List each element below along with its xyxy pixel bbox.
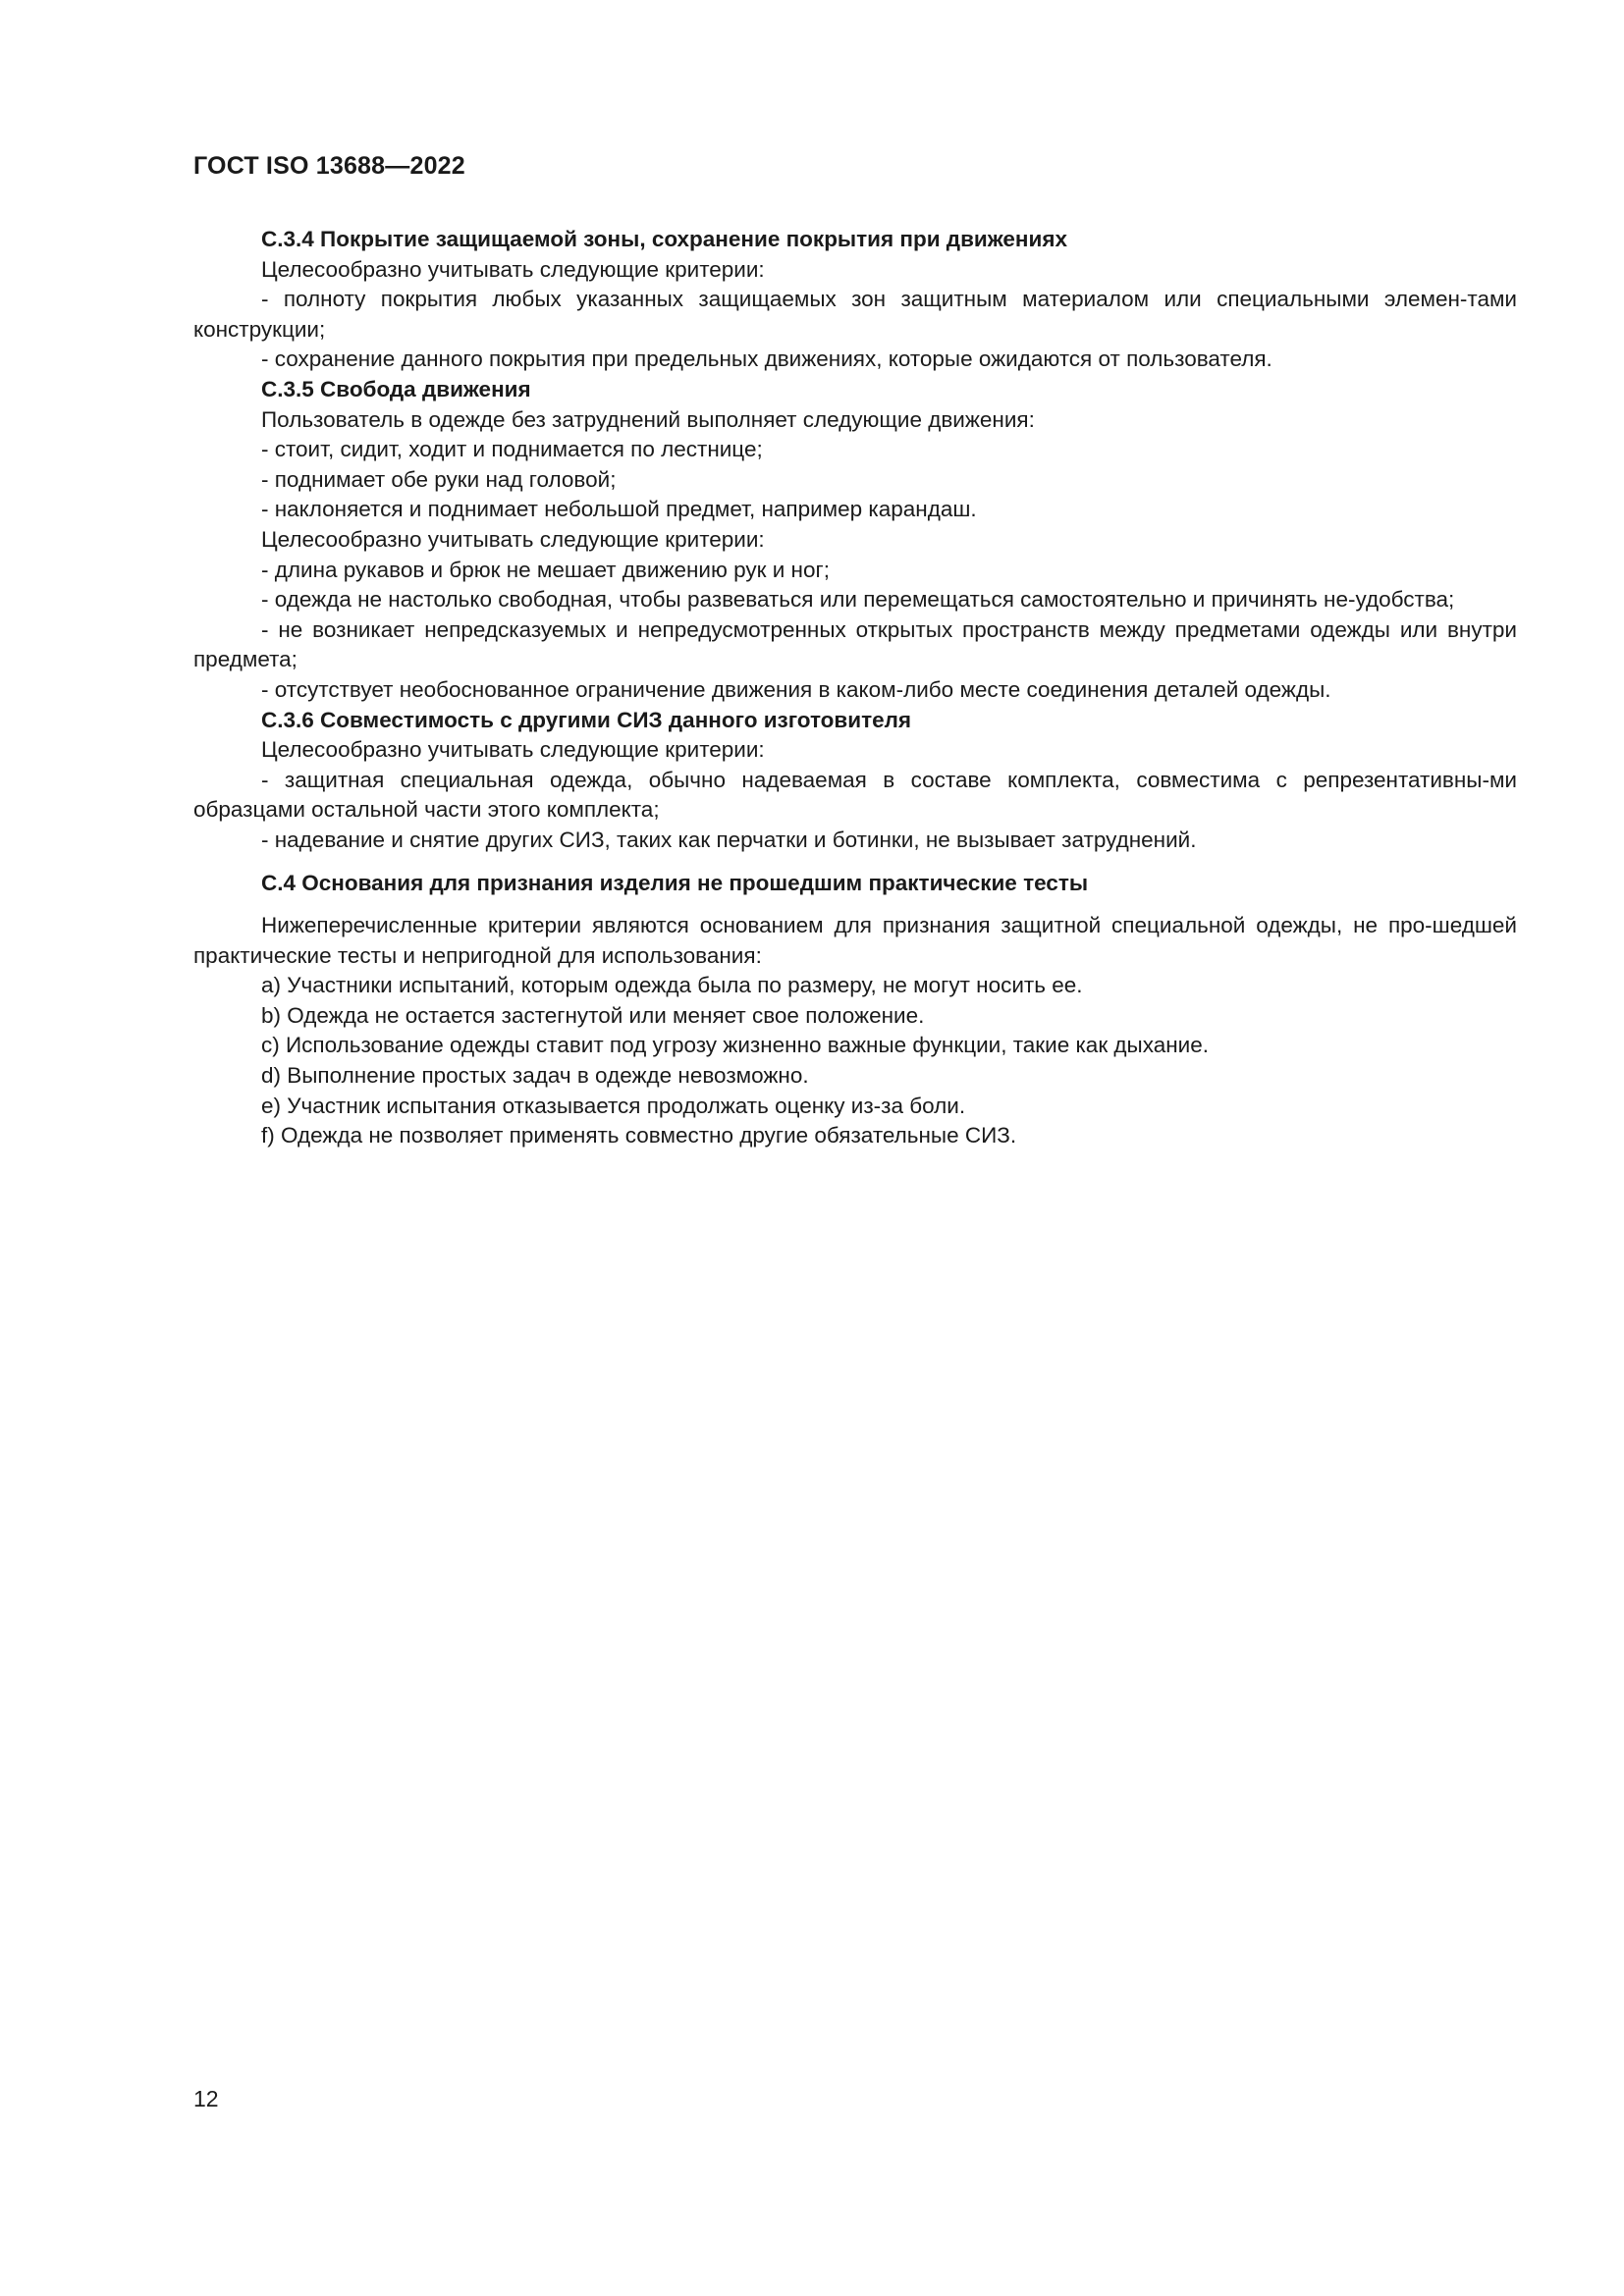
bullet-item: - длина рукавов и брюк не мешает движению рук и ног; (261, 557, 830, 582)
paragraph: Пользователь в одежде без затруднений выполняет следующие движения: (261, 406, 1035, 432)
list-item: c) Использование одежды ставит под угрозу жизненно важные функции, такие как дыхание. (261, 1033, 1209, 1058)
bullet-item: - стоит, сидит, ходит и поднимается по лестнице; (261, 437, 763, 462)
section-heading-c34: С.3.4 Покрытие защищаемой зоны, сохранение покрытия при движениях (261, 227, 1067, 251)
list-item: b) Одежда не остается застегнутой или меняет свое положение. (261, 1002, 925, 1028)
paragraph: Целесообразно учитывать следующие критерии: (261, 526, 765, 552)
list-item: e) Участник испытания отказывается продолжать оценку из-за боли. (261, 1093, 966, 1118)
bullet-item: - сохранение данного покрытия при предельных движениях, которые ожидаются от пользователя. (261, 347, 1272, 372)
bullet-item: - надевание и снятие других СИЗ, таких как перчатки и ботинки, не вызывает затруднений. (261, 827, 1197, 852)
paragraph: Целесообразно учитывать следующие критерии: (261, 256, 765, 282)
list-item: f) Одежда не позволяет применять совместно другие обязательные СИЗ. (261, 1123, 1017, 1148)
bullet-item: - поднимает обе руки над головой; (261, 466, 617, 492)
section-heading-c36: С.3.6 Совместимость с другими СИЗ данного изготовителя (261, 707, 912, 732)
section-heading-c4: С.4 Основания для признания изделия не прошедшим практические тесты (261, 871, 1089, 896)
bullet-item: - не возникает непредсказуемых и непредусмотренных открытых пространств между предметами одежды или внутри предмета; (193, 616, 1517, 672)
list-item: d) Выполнение простых задач в одежде невозможно. (261, 1063, 809, 1089)
bullet-item: - наклоняется и поднимает небольшой предмет, например карандаш. (261, 497, 977, 522)
bullet-item: - одежда не настолько свободная, чтобы развеваться или перемещаться самостоятельно и причинять не-удобства; (261, 587, 1455, 613)
bullet-item: - отсутствует необоснованное ограничение движения в каком-либо месте соединения деталей одежды. (261, 676, 1331, 702)
list-item: a) Участники испытаний, которым одежда была по размеру, не могут носить ее. (261, 973, 1083, 998)
page-number: 12 (193, 2086, 219, 2111)
paragraph: Нижеперечисленные критерии являются основанием для признания защитной специальной одежды, не про-шедшей практические тесты и непригодной для использования: (193, 913, 1517, 968)
paragraph: Целесообразно учитывать следующие критерии: (261, 737, 765, 763)
document-header-title: ГОСТ ISO 13688—2022 (193, 152, 465, 180)
document-body (193, 225, 1517, 1151)
bullet-item: - полноту покрытия любых указанных защищаемых зон защитным материалом или специальными элемен-тами конструкции; (193, 287, 1517, 342)
bullet-item: - защитная специальная одежда, обычно надеваемая в составе комплекта, совместима с репрезентативны-ми образцами остальной части этого комплекта; (193, 767, 1517, 823)
section-heading-c35: С.3.5 Свобода движения (261, 376, 531, 401)
